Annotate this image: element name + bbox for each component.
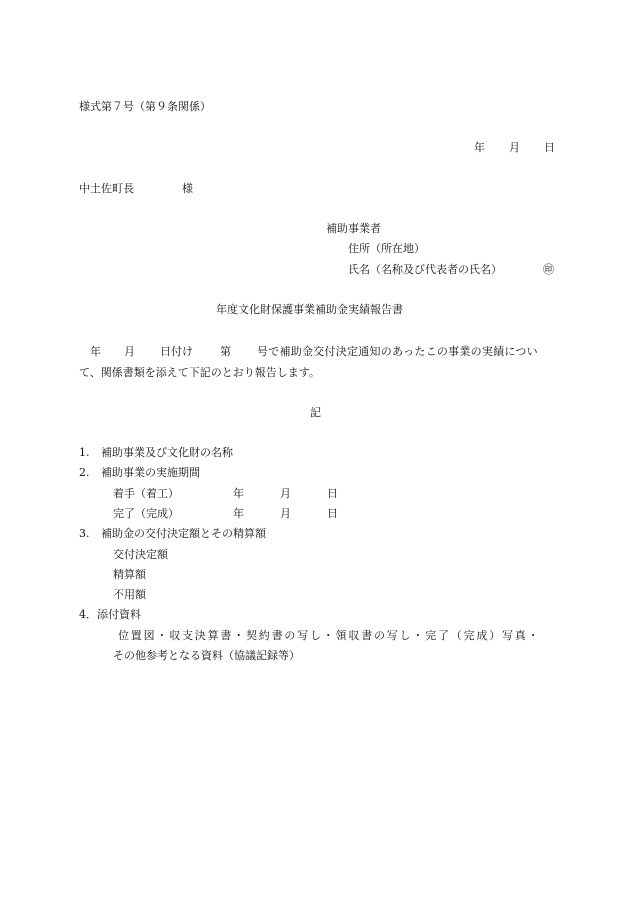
item-number: 2. <box>79 466 90 479</box>
item-number: 1. <box>79 446 90 459</box>
item-label: 補助事業及び文化財の名称 <box>101 446 233 459</box>
body-month-label: 月 <box>124 345 135 358</box>
item-label: 補助金の交付決定額とその精算額 <box>101 527 266 540</box>
applicant-name-label: 氏名（名称及び代表者の氏名） <box>348 263 502 276</box>
body-text-line2: て、関係書類を添えて下記のとおり報告します。 <box>79 366 320 379</box>
date-day-label: 日 <box>544 141 555 154</box>
attachments-line1: 位置図・収支決算書・契約書の写し・領収書の写し・完了（完成）写真・ <box>118 629 541 642</box>
settled-amount-label: 精算額 <box>113 568 146 581</box>
applicant-title: 補助事業者 <box>326 222 381 235</box>
end-year-label: 年 <box>233 507 244 520</box>
attachments-line2: その他参考となる資料（協議記録等） <box>113 649 300 662</box>
addressee-name: 中土佐町長 <box>79 182 134 195</box>
addressee-honorific: 様 <box>182 182 193 195</box>
seal-mark: ㊞ <box>543 263 554 276</box>
applicant-address-label: 住所（所在地） <box>348 242 425 255</box>
unused-amount-label: 不用額 <box>113 588 146 601</box>
document-title: 年度文化財保護事業補助金実績報告書 <box>216 303 403 316</box>
start-year-label: 年 <box>233 487 244 500</box>
body-year-label: 年 <box>90 345 101 358</box>
form-number: 様式第７号（第９条関係） <box>79 100 211 113</box>
body-number-prefix: 第 <box>220 345 231 358</box>
date-year-label: 年 <box>474 141 485 154</box>
item-number: 3. <box>79 527 90 540</box>
body-day-dated: 日付け <box>160 345 193 358</box>
start-month-label: 月 <box>280 487 291 500</box>
decided-amount-label: 交付決定額 <box>113 548 168 561</box>
end-month-label: 月 <box>280 507 291 520</box>
item-label: 4．添付資料 <box>79 608 141 621</box>
item-label: 補助事業の実施期間 <box>101 466 200 479</box>
end-label: 完了（完成） <box>113 507 179 520</box>
date-month-label: 月 <box>509 141 520 154</box>
ki-heading: 記 <box>310 406 321 419</box>
end-day-label: 日 <box>327 507 338 520</box>
start-day-label: 日 <box>327 487 338 500</box>
body-text-line1: 号で補助金交付決定通知のあったこの事業の実績につい <box>257 345 538 358</box>
start-label: 着手（着工） <box>113 487 179 500</box>
